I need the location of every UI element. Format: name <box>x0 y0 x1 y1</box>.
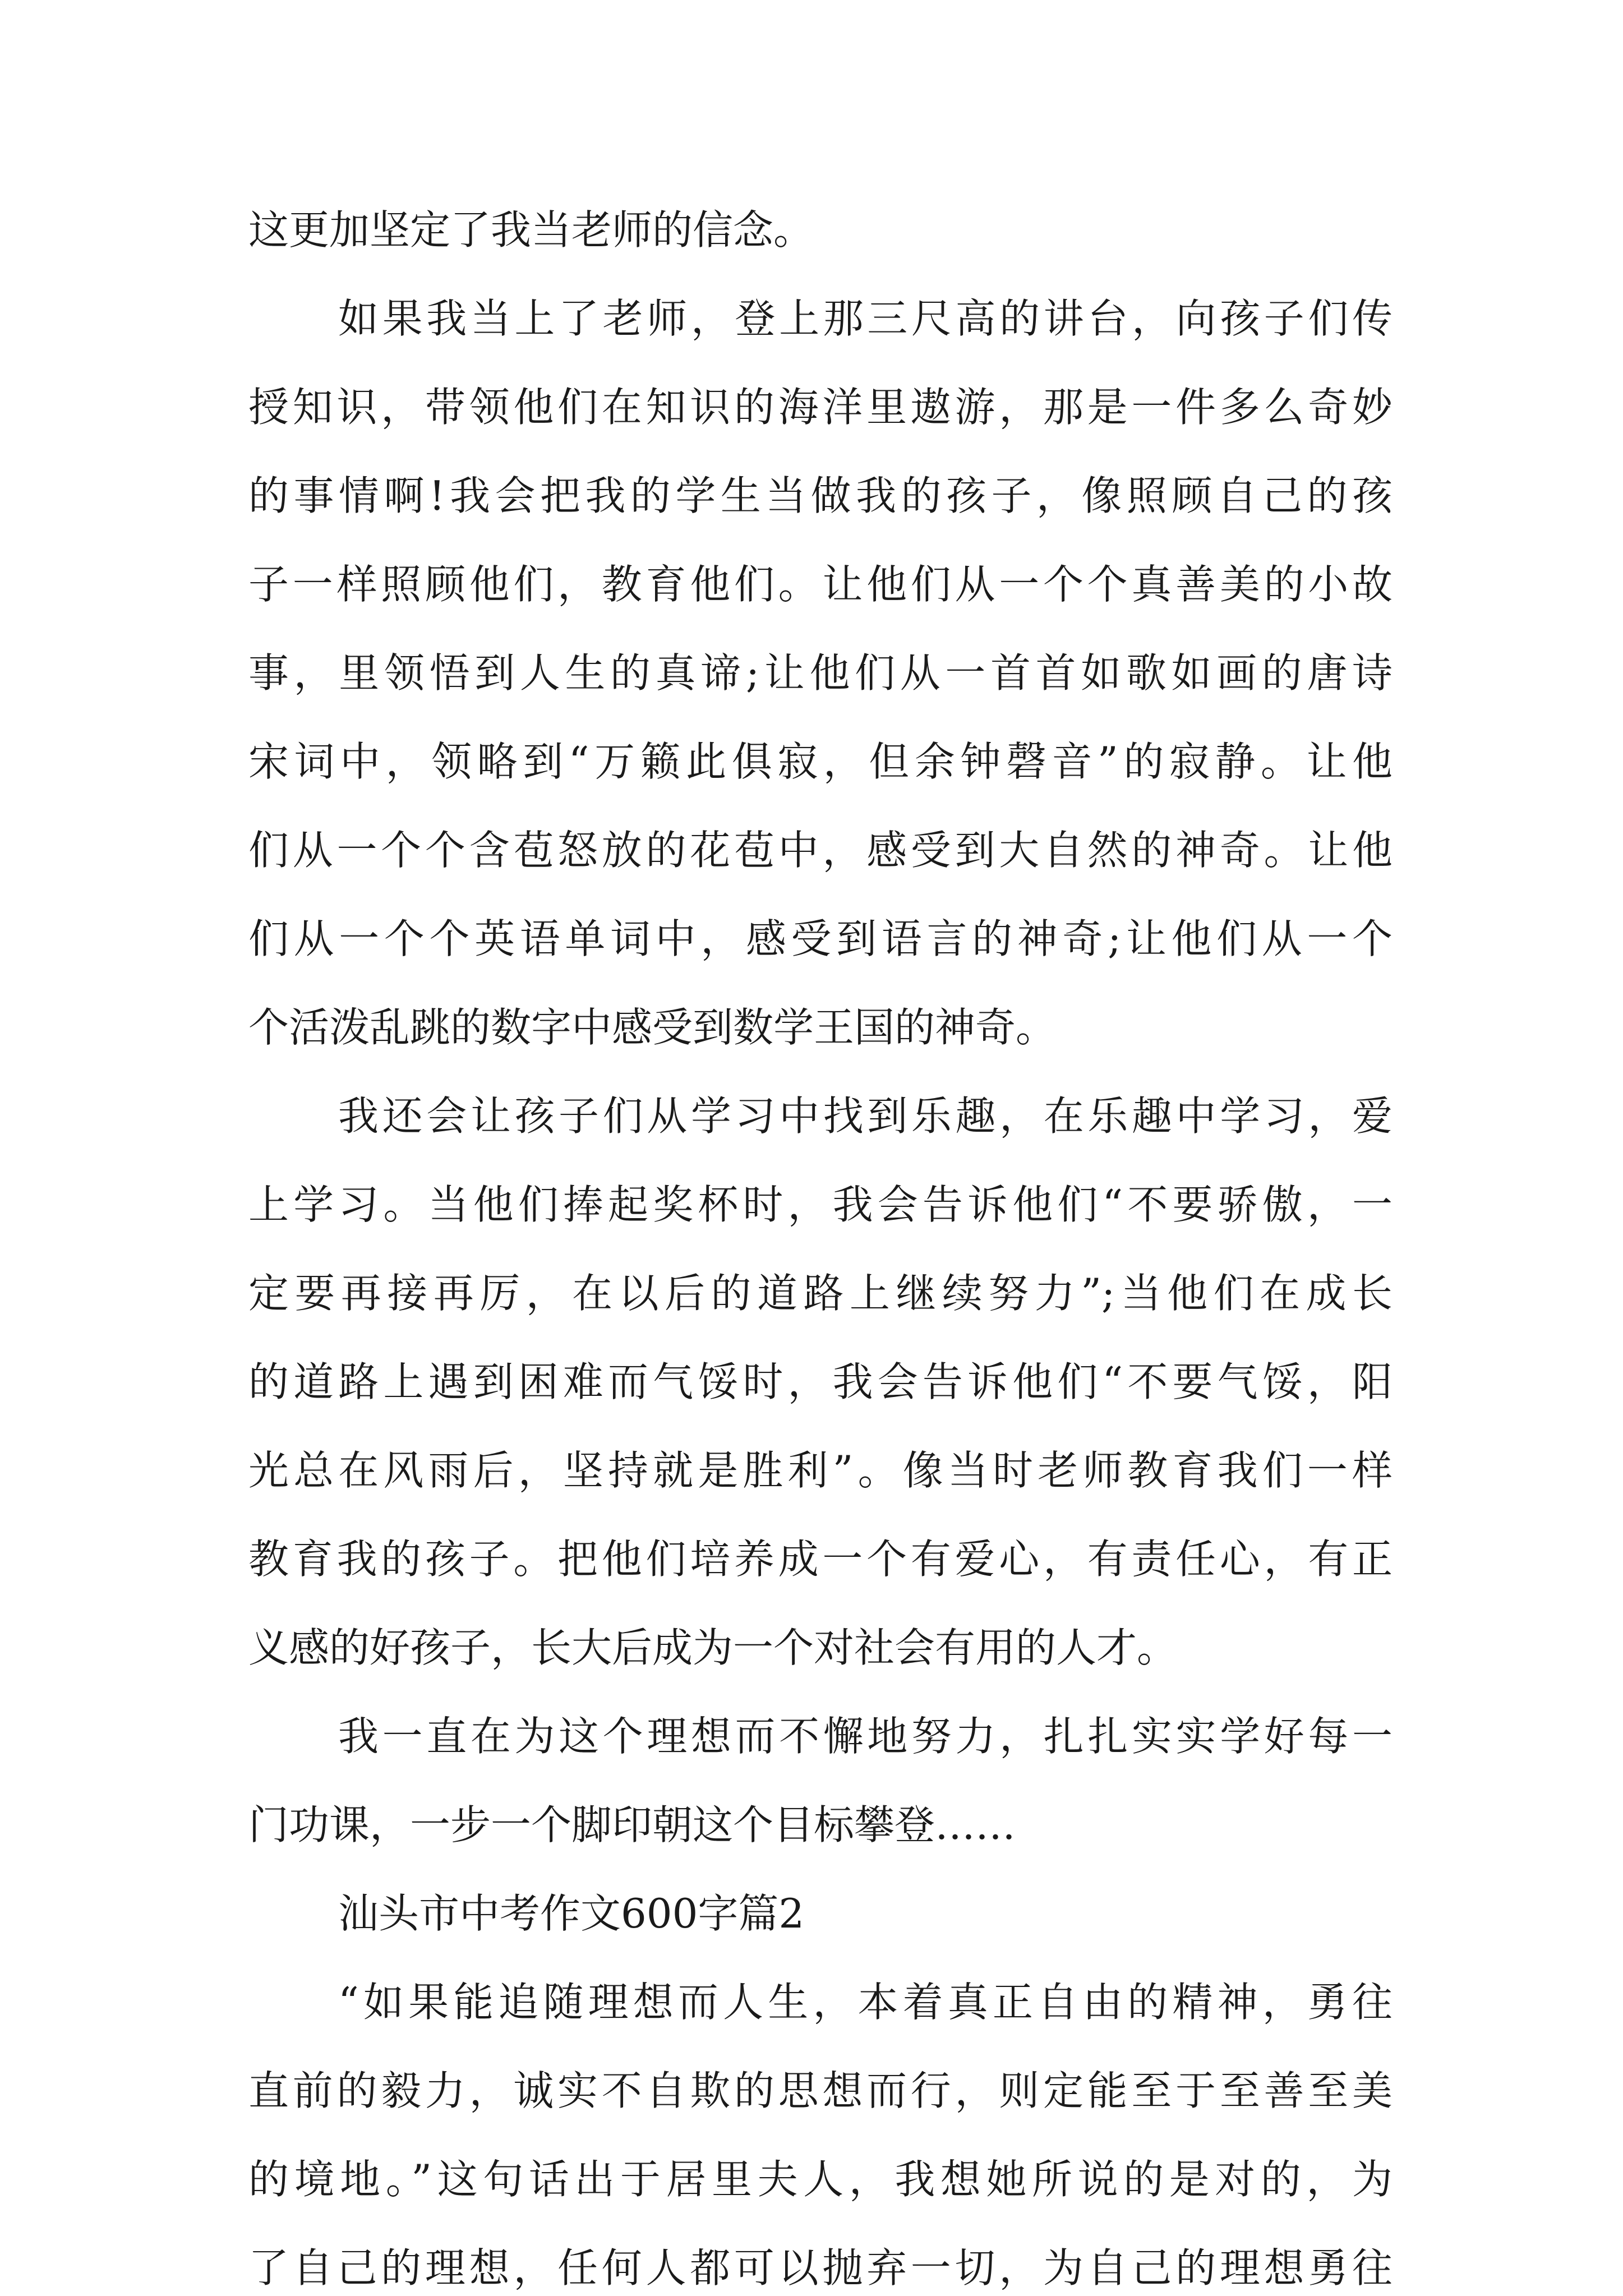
text-line: 们从一个个含苞怒放的花苞中，感受到大自然的神奇。让他 <box>248 827 1393 874</box>
text-line: 宋词中，领略到“万籁此俱寂，但余钟磬音”的寂静。让他 <box>248 738 1393 785</box>
text-line: 义感的好孩子，长大后成为一个对社会有用的人才。 <box>248 1624 1178 1671</box>
text-line: 教育我的孩子。把他们培养成一个有爱心，有责任心，有正 <box>248 1536 1393 1583</box>
text-line: 这更加坚定了我当老师的信念。 <box>248 206 814 253</box>
text-line: 的道路上遇到困难而气馁时，我会告诉他们“不要气馁，阳 <box>248 1358 1393 1405</box>
text-line: 授知识，带领他们在知识的海洋里遨游，那是一件多么奇妙 <box>248 384 1393 431</box>
text-line: 直前的毅力，诚实不自欺的思想而行，则定能至于至善至美 <box>248 2067 1393 2114</box>
text-line: 光总在风雨后，坚持就是胜利”。像当时老师教育我们一样 <box>248 1447 1393 1494</box>
text-line: 如果我当上了老师，登上那三尺高的讲台，向孩子们传 <box>338 295 1393 342</box>
text-line: 的境地。”这句话出于居里夫人，我想她所说的是对的，为 <box>248 2156 1393 2203</box>
text-line: 门功课，一步一个脚印朝这个目标攀登…… <box>248 1801 1016 1848</box>
text-line: “如果能追随理想而人生，本着真正自由的精神，勇往 <box>338 1979 1393 2026</box>
text-line: 们从一个个英语单词中，感受到语言的神奇;让他们从一个 <box>248 915 1393 962</box>
text-line: 我一直在为这个理想而不懈地努力，扎扎实实学好每一 <box>338 1713 1393 1760</box>
text-line: 我还会让孩子们从学习中找到乐趣，在乐趣中学习，爱 <box>338 1092 1393 1140</box>
text-line: 定要再接再厉，在以后的道路上继续努力”;当他们在成长 <box>248 1270 1393 1317</box>
text-line: 上学习。当他们捧起奖杯时，我会告诉他们“不要骄傲，一 <box>248 1181 1393 1228</box>
text-line: 事，里领悟到人生的真谛;让他们从一首首如歌如画的唐诗 <box>248 649 1393 697</box>
text-line: 的事情啊!我会把我的学生当做我的孩子，像照顾自己的孩 <box>248 472 1393 519</box>
section-heading: 汕头市中考作文600字篇2 <box>338 1890 805 1937</box>
text-line: 了自己的理想，任何人都可以抛弃一切，为自己的理想勇往 <box>248 2244 1393 2292</box>
text-line: 子一样照顾他们，教育他们。让他们从一个个真善美的小故 <box>248 561 1393 608</box>
text-line: 个活泼乱跳的数字中感受到数学王国的神奇。 <box>248 1004 1057 1051</box>
